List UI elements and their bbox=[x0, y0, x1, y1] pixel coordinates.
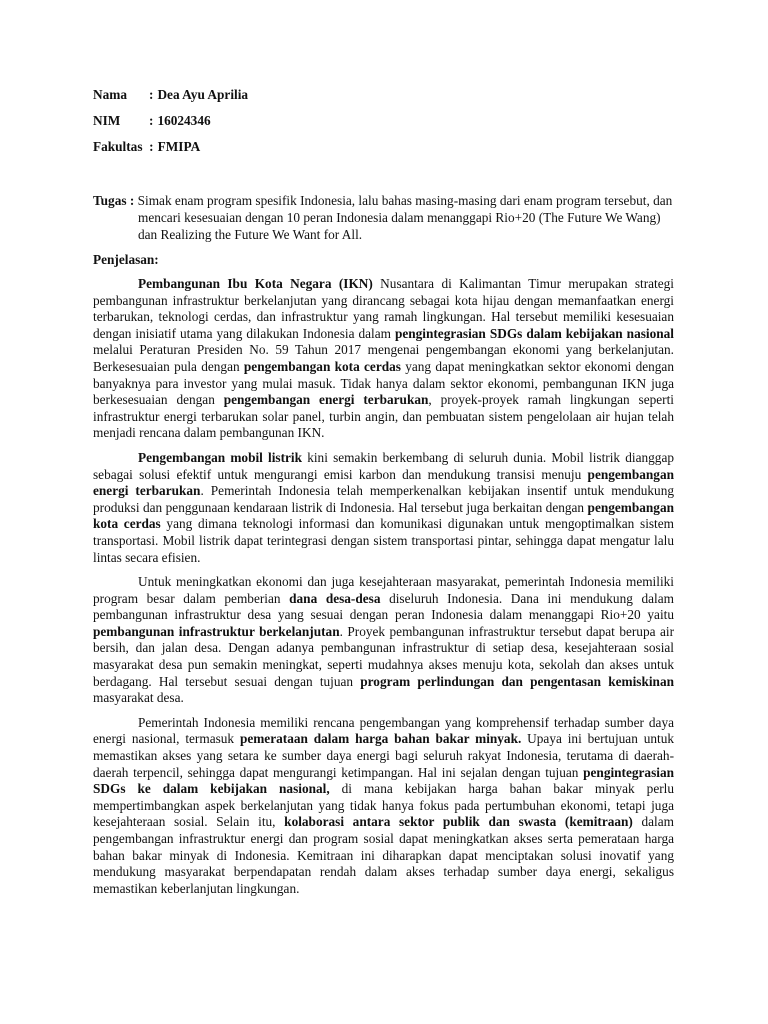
nim-value: 16024346 bbox=[157, 113, 211, 128]
faculty-row bbox=[93, 138, 674, 164]
task-text: Simak enam program spesifik Indonesia, lalu bahas masing-masing dari enam program tersebut, dan mencari kesesuaian dengan 10 peran Indonesia dalam menanggapi Rio+20 (The Future We Wang) dan Realizing the Future We Want for All. bbox=[137, 193, 673, 242]
text-run: di mana kebijakan harga bahan bakar minyak perlu mempertimbangkan aspek berkelanjutan yang tidak hanya fokus pada pertumbuhan ekonomi, tetapi juga kesejahteraan sosial. Selain itu, bbox=[93, 781, 674, 830]
name-row bbox=[93, 86, 674, 112]
text-run: masyarakat desa. bbox=[93, 690, 184, 706]
bold-term: Pengembangan mobil listrik bbox=[138, 449, 303, 465]
bold-term: pemerataan dalam harga bahan bakar minyak. bbox=[239, 731, 522, 747]
name-label: Nama bbox=[93, 87, 127, 102]
bold-term: pengembangan kota cerdas bbox=[243, 358, 401, 374]
text-run: yang dapat meningkatkan sektor ekonomi dengan banyaknya para investor yang mulai masuk. Tidak hanya dalam sektor ekonomi, pembangunan IKN juga berkesesuaian dengan bbox=[93, 358, 674, 408]
bold-term: Pembangunan Ibu Kota Negara (IKN) bbox=[138, 276, 373, 291]
task-statement bbox=[93, 192, 674, 243]
task-label: Tugas : bbox=[93, 193, 135, 208]
text-run: Upaya ini bertujuan untuk memastikan akses yang setara ke sumber daya energi bagi seluruh rakyat Indonesia, terutama di daerah-daerah terpencil, sehingga dapat mengurangi ketimpangan. Hal ini sejalan dengan tujuan bbox=[93, 731, 674, 780]
faculty-value: FMIPA bbox=[157, 139, 201, 154]
nim-separator: : bbox=[149, 113, 154, 128]
paragraph-4 bbox=[93, 715, 674, 898]
paragraph-3 bbox=[93, 574, 674, 707]
nim-label: NIM bbox=[93, 113, 121, 128]
text-run: melalui Peraturan Presiden No. 59 Tahun 2017 mengenai pengembangan ekonomi yang berkelanjutan. Berkesesuaian pula dengan bbox=[93, 342, 674, 374]
text-run: kini semakin berkembang di seluruh dunia. Mobil listrik dianggap sebagai solusi efektif untuk mengurangi emisi karbon dan mendukung transisi menuju bbox=[93, 449, 674, 482]
bold-term: pengintegrasian SDGs ke dalam kebijakan nasional, bbox=[93, 764, 674, 797]
name-separator: : bbox=[149, 87, 154, 102]
bold-term: pengintegrasian SDGs dalam kebijakan nasional bbox=[394, 325, 674, 341]
explanation-heading: Penjelasan: bbox=[93, 252, 159, 267]
faculty-label: Fakultas bbox=[93, 139, 143, 154]
text-run: . Proyek pembangunan infrastruktur tersebut dapat berupa air bersih, dan jalan desa. Dengan adanya pembangunan infrastruktur di setiap desa, kesejahteraan sosial masyarakat desa pun semakin meningkat, seperti mudahnya akses menuju kota, sekolah dan akses untuk berdagang. Hal tersebut sesuai dengan tujuan bbox=[93, 623, 674, 689]
text-run: Untuk meningkatkan ekonomi dan juga kesejahteraan masyarakat, pemerintah Indonesia memiliki program besar dalam pemberian bbox=[93, 574, 674, 606]
document-page bbox=[93, 86, 674, 897]
text-run: yang dimana teknologi informasi dan komunikasi digunakan untuk mengoptimalkan sistem transportasi. Mobil listrik dapat terintegrasi dengan sistem transportasi pintar, sehingga dapat mengatur lalu lintas secara efisien. bbox=[93, 516, 675, 565]
text-run: Nusantara di Kalimantan Timur merupakan strategi pembangunan infrastruktur berkelanjutan yang dirancang sebagai kota hijau dengan memanfaatkan energi terbarukan, teknologi cerdas, dan infrastruktur yang ramah lingkungan. Hal tersebut memiliki kesesuaian dengan inisiatif utama yang dilakukan Indonesia dalam bbox=[93, 276, 674, 341]
text-run: diseluruh Indonesia. Dana ini mendukung dalam pembangunan infrastruktur desa yang sesuai dengan peran Indonesia dalam menanggapi Rio+20 yaitu bbox=[93, 590, 674, 623]
text-run: . Pemerintah Indonesia telah memperkenalkan kebijakan insentif untuk mendukung produksi dan penggunaan kendaraan listrik di Indonesia. Hal tersebut juga berkaitan dengan bbox=[93, 483, 674, 515]
text-run: dalam pengembangan infrastruktur energi dan program sosial dapat meningkatkan akses serta pemerataan harga bahan bakar minyak di Indonesia. Kemitraan ini diharapkan dapat menciptakan solusi inovatif yang mendukung masyarakat berpendapatan rendah dalam akses terhadap sumber daya energi, sekaligus memastikan keberlanjutan lingkungan. bbox=[93, 814, 674, 896]
nim-row bbox=[93, 112, 674, 138]
bold-term: kolaborasi antara sektor publik dan swasta (kemitraan) bbox=[284, 814, 633, 830]
text-run: , proyek-proyek ramah lingkungan seperti infrastruktur energi terbarukan solar panel, turbin angin, dan pembuatan sistem pengelolaan air hujan telah menjadi rencana dalam pembangunan IKN. bbox=[93, 392, 674, 441]
faculty-separator: : bbox=[149, 139, 154, 154]
paragraph-2 bbox=[93, 450, 674, 566]
bold-term: dana desa-desa bbox=[289, 590, 381, 606]
bold-term: program perlindungan dan pengentasan kemiskinan bbox=[360, 673, 674, 689]
name-value: Dea Ayu Aprilia bbox=[157, 87, 249, 102]
bold-term: pengembangan energi terbarukan bbox=[93, 466, 674, 499]
bold-term: pengembangan energi terbarukan bbox=[223, 392, 429, 408]
bold-term: pembangunan infrastruktur berkelanjutan bbox=[93, 623, 340, 639]
explanation-body bbox=[93, 276, 674, 897]
paragraph-1 bbox=[93, 276, 674, 442]
text-run: Pemerintah Indonesia memiliki rencana pengembangan yang komprehensif terhadap sumber daya energi nasional, termasuk bbox=[93, 714, 674, 747]
bold-term: pengembangan kota cerdas bbox=[93, 499, 674, 532]
